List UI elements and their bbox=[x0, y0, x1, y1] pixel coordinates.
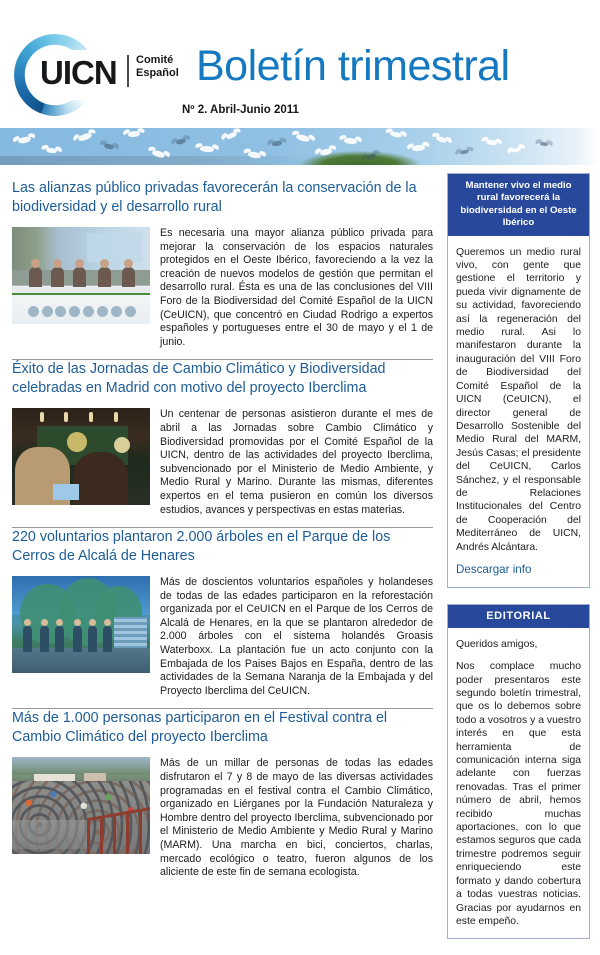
logo-divider bbox=[127, 55, 129, 87]
logo-subtitle-line2: Español bbox=[136, 66, 179, 79]
sidebar-feature-heading: Mantener vivo el medio rural favorecerá la biodiversidad en el Oeste Ibérico bbox=[448, 174, 589, 236]
uicn-logo[interactable] bbox=[14, 32, 184, 118]
article-4-title[interactable]: Más de 1.000 personas participaron en el Festival contra el Cambio Climático del proyecto Iberclima bbox=[12, 710, 388, 746]
article-4-text: Más de un millar de personas de todas las edades disfrutaron el 7 y 8 de mayo de las diversas actividades programadas en el festival contra el Cambio Climático, organizado en Liérganes por la Fundación Naturaleza y Hombre dentro del proyecto Iberclima, subvencionado por el Ministerio de Medio Ambiente y Medio Rural y Marino (MARM). Una marcha en bici, conciertos, charlas, mercado ecológico o teatro, fueron algunos de los aliciente de este fin de semana ecologista. bbox=[160, 757, 433, 879]
main-column bbox=[0, 165, 445, 955]
sidebar-editorial-box bbox=[447, 604, 590, 939]
article-4 bbox=[12, 709, 433, 879]
issue-label: Nº 2. Abril-Junio 2011 bbox=[182, 104, 299, 116]
masthead bbox=[0, 0, 600, 128]
article-1-title[interactable]: Las alianzas público privadas favorecerán la conservación de la biodiversidad y el desarrollo rural bbox=[12, 180, 417, 215]
sidebar bbox=[445, 165, 600, 955]
article-2-title[interactable]: Éxito de las Jornadas de Cambio Climático y Biodiversidad celebradas en Madrid con motivo del proyecto Iberclima bbox=[12, 361, 386, 397]
logo-wordmark: UICN bbox=[40, 54, 117, 91]
article-3-title[interactable]: 220 voluntarios plantaron 2.000 árboles en el Parque de los Cerros de Alcalá de Henares bbox=[12, 529, 391, 565]
article-3-text: Más de doscientos voluntarios españoles y holandeses de todas de las edades participaron en la reforestación organizada por el CeUICN en el Parque de los Cerros de Alcalá de Henares, en la que se plantaron alrededor de 2.000 árboles con el sistema holandés Groasis Waterboxx. La plantación fue un acto conjunto con la Embajada de los Paises Bajos en España, dentro de las actividades de la Semana Naranja de la Embajada y del Proyecto Iberclima del CeUICN. bbox=[160, 576, 433, 697]
editorial-text: Nos complace mucho poder presentaros este segundo boletín trimestral, que os lo debemos sobre todo a vosotros y a vuestro interés en que esta herramienta de comunicación interna siga adelante con fuerzas renovadas. Tras el primer número de abril, hemos recibido muchas aportaciones, con lo que estamos seguros que cada trimestre podremos seguir enriqueciendo este formato y dando cobertura a todas vuestras noticias. Gracias por ayudarnos en este empeño. bbox=[456, 661, 581, 927]
article-1-text: Es necesaria una mayor alianza público privada para mejorar la conservación de los espacios naturales protegidos en el Oeste Ibérico, favoreciendo a la vez la creación de nuevos modelos de gestión que permitan el desarrollo rural. Ésta es una de las conclusiones del VIII Foro de la Biodiversidad del Comité Español de la UICN (CeUICN), que concentró en Ciudad Rodrigo a expertos españoles y portugueses entre el 30 de mayo y el 1 de junio. bbox=[160, 227, 433, 348]
article-2-text: Un centenar de personas asistieron durante el mes de abril a las Jornadas sobre Cambio Climático y Biodiversidad promovidas por el Comité Español de la UICN, dentro de las actividades del proyecto Iberclima, subvencionado por el Ministerio de Medio Ambiente, y Medio Rural y Marino. Durante las mismas, diferentes expertos en el tema pusieron en común los diversos estudios, avances y perspectivas en estas materias. bbox=[160, 408, 433, 516]
descargar-info-link[interactable]: Descargar info bbox=[456, 562, 532, 576]
sidebar-feature-text: Queremos un medio rural vivo, con gente que gestione el territorio y pueda vivir dignamente de su actividad, favoreciendo así la regeneración del medio rural. Asi lo manifestaron durante la inauguración del VIII Foro de Biodiversidad del Comité Español de la UICN (CeUICN), el director general de Desarrollo Sostenible del Medio Rural del MARM, Jesús Casas; el presidente del CeUICN, Carlos Sánchez, y el responsable de Relaciones Institucionales del Centro de Cooperación del Mediterráneo de UICN, Andrés Alcántara. bbox=[456, 246, 581, 553]
sidebar-feature-box bbox=[447, 173, 590, 588]
sidebar-editorial-body bbox=[448, 628, 589, 939]
logo-subtitle-line1: Comité bbox=[136, 54, 174, 66]
page-title: Boletín trimestral bbox=[196, 42, 510, 90]
article-3-body bbox=[12, 576, 433, 698]
sidebar-feature-body bbox=[448, 236, 589, 588]
article-2-body bbox=[12, 408, 433, 517]
article-4-body bbox=[12, 757, 433, 879]
sidebar-editorial-heading: EDITORIAL bbox=[448, 605, 589, 627]
editorial-greeting: Queridos amigos, bbox=[456, 638, 538, 650]
page-body bbox=[0, 165, 600, 955]
conference-panel-photo bbox=[12, 227, 150, 324]
article-1-body bbox=[12, 227, 433, 349]
article-3 bbox=[12, 528, 433, 698]
birds-banner-image bbox=[0, 128, 600, 165]
article-2 bbox=[12, 360, 433, 517]
tree-planting-volunteers-photo bbox=[12, 576, 150, 673]
article-1 bbox=[12, 179, 433, 349]
festival-crowd-photo bbox=[12, 757, 150, 854]
auditorium-audience-photo bbox=[12, 408, 150, 505]
logo-subtitle bbox=[136, 54, 179, 79]
